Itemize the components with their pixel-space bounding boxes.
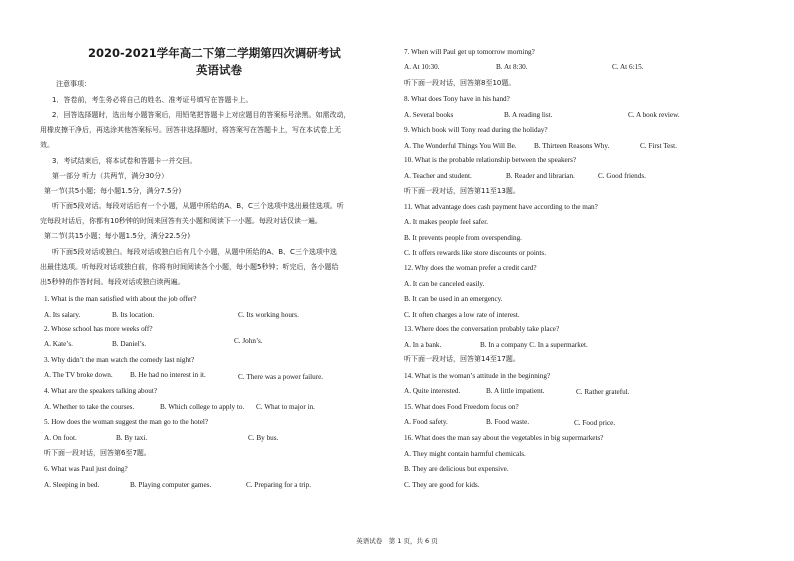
q3-option-b: B. He had no interest in it. — [130, 371, 206, 379]
q12-stem: 12. Why does the woman prefer a credit card? — [404, 264, 537, 272]
q4-option-a: A. Whether to take the courses. — [44, 403, 135, 411]
q5-option-a: A. On foot. — [44, 434, 77, 442]
q14-option-b: B. A little impatient. — [486, 387, 545, 395]
instruction-q14-17: 听下面一段对话，回答第14至17题。 — [404, 355, 520, 363]
q2-stem: 2. Whose school has more weeks off? — [44, 325, 153, 333]
note-2c: 效。 — [40, 141, 54, 149]
q1-option-c: C. Its working hours. — [238, 311, 299, 319]
q1-stem: 1. What is the man satisfied with about the job offer? — [44, 295, 197, 303]
q16-option-b: B. They are delicious but expensive. — [404, 465, 509, 473]
q2-option-b: B. Daniel’s. — [112, 340, 147, 348]
notes-heading: 注意事项： — [56, 80, 91, 88]
q14-option-c: C. Rather grateful. — [576, 388, 630, 396]
q15-option-a: A. Food safety. — [404, 418, 448, 426]
q16-option-c: C. They are good for kids. — [404, 481, 480, 489]
q13-stem: 13. Where does the conversation probably take place? — [404, 325, 560, 333]
q12-option-a: A. It can be canceled easily. — [404, 280, 485, 288]
q6-option-a: A. Sleeping in bed. — [44, 481, 100, 489]
q9-option-a: A. The Wonderful Things You Will Be. — [404, 142, 517, 150]
q15-option-b: B. Food waste. — [486, 418, 530, 426]
q6-option-c: C. Preparing for a trip. — [246, 481, 312, 489]
q10-stem: 10. What is the probable relationship between the speakers? — [404, 156, 577, 164]
exam-title-line1: 2020-2021学年高二下第二学期第四次调研考试 — [88, 46, 341, 60]
q3-option-a: A. The TV broke down. — [44, 371, 113, 379]
section2-instr-b: 出最佳选项。听每段对话或独白前，你将有时间阅读各个小题，每小题5秒钟；听完后，各小题给 — [40, 263, 339, 271]
section1-instr-b: 完每段对话后，你都有10秒钟的时间来回答有关小题和阅读下一小题。每段对话仅读一遍。 — [40, 217, 322, 225]
q13-option-a: A. In a bank. — [404, 341, 442, 349]
q8-option-c: C. A book review. — [628, 111, 680, 119]
q11-option-b: B. It prevents people from overspending. — [404, 234, 522, 242]
q3-option-c: C. There was a power failure. — [238, 373, 324, 381]
q11-option-a: A. It makes people feel safer. — [404, 218, 489, 226]
q10-option-a: A. Teacher and student. — [404, 172, 472, 180]
q14-stem: 14. What is the woman’s attitude in the beginning? — [404, 372, 551, 380]
q1-option-a: A. Its salary. — [44, 311, 81, 319]
q8-option-b: B. A reading list. — [504, 111, 553, 119]
q9-option-b: B. Thirteen Reasons Why. — [534, 142, 610, 150]
q10-option-c: C. Good friends. — [598, 172, 646, 180]
q7-stem: 7. When will Paul get up tomorrow morning? — [404, 48, 535, 56]
section2-heading: 第二节(共15小题；每小题1.5分，满分22.5分) — [44, 232, 191, 240]
section2-instr-c: 出5秒钟的作答时间。每段对话或独白读两遍。 — [40, 278, 185, 286]
q14-option-a: A. Quite interested. — [404, 387, 461, 395]
section1-heading: 第一节(共5小题；每小题1.5分，满分7.5分) — [44, 187, 182, 195]
q1-option-b: B. Its location. — [112, 311, 155, 319]
q16-stem: 16. What does the man say about the vegetables in big supermarkets? — [404, 434, 604, 442]
instruction-q6-7: 听下面一段对话，回答第6至7题。 — [44, 449, 151, 457]
q7-option-b: B. At 8:30. — [496, 63, 528, 71]
q9-stem: 9. Which book will Tony read during the holiday? — [404, 126, 548, 134]
q4-option-c: C. What to major in. — [256, 403, 315, 411]
q5-option-b: B. By taxi. — [116, 434, 148, 442]
note-2a: 2．回答选择题时，选出每小题答案后，用铅笔把答题卡上对应题目的答案标号涂黑。如需改动， — [52, 111, 351, 119]
q11-option-c: C. It offers rewards like store discounts or points. — [404, 249, 546, 257]
note-3: 3．考试结束后，将本试卷和答题卡一并交回。 — [52, 157, 197, 165]
note-2b: 用橡皮擦干净后，再选涂其他答案标号。回答非选择题时，将答案写在答题卡上，写在本试卷上无 — [40, 126, 341, 134]
q15-stem: 15. What does Food Freedom focus on? — [404, 403, 519, 411]
q5-option-c: C. By bus. — [248, 434, 279, 442]
q4-stem: 4. What are the speakers talking about? — [44, 387, 158, 395]
q11-stem: 11. What advantage does cash payment have according to the man? — [404, 203, 598, 211]
q6-option-b: B. Playing computer games. — [130, 481, 212, 489]
q4-option-b: B. Which college to apply to. — [160, 403, 245, 411]
q5-stem: 5. How does the woman suggest the man go to the hotel? — [44, 418, 209, 426]
q12-option-c: C. It often charges a low rate of interest. — [404, 311, 520, 319]
exam-title-line2: 英语试卷 — [196, 63, 242, 77]
instruction-q8-10: 听下面一段对话，回答第8至10题。 — [404, 79, 516, 87]
part1-heading: 第一部分 听力（共两节，满分30分） — [52, 172, 169, 180]
section2-instr-a: 听下面5段对话或独白。每段对话或独白后有几个小题，从题中所给的A、B、C三个选项中选 — [52, 248, 337, 256]
q10-option-b: B. Reader and librarian. — [506, 172, 575, 180]
q3-stem: 3. Why didn’t the man watch the comedy last night? — [44, 356, 195, 364]
q13-option-bc: B. In a company C. In a supermarket. — [480, 341, 588, 349]
q2-option-a: A. Kate’s. — [44, 340, 73, 348]
q2-option-c: C. John’s. — [234, 337, 263, 345]
q7-option-c: C. At 6:15. — [612, 63, 644, 71]
q9-option-c: C. First Test. — [640, 142, 677, 150]
q8-option-a: A. Several books — [404, 111, 454, 119]
q16-option-a: A. They might contain harmful chemicals. — [404, 450, 526, 458]
note-1: 1．答卷前，考生务必将自己的姓名、准考证号填写在答题卡上。 — [52, 96, 253, 104]
q8-stem: 8. What does Tony have in his hand? — [404, 95, 510, 103]
page-footer: 英语试卷 第 1 页，共 6 页 — [356, 537, 438, 545]
section1-instr-a: 听下面5段对话。每段对话后有一个小题，从题中所给的A、B、C三个选项中选出最佳选项。听 — [52, 202, 344, 210]
q6-stem: 6. What was Paul just doing? — [44, 465, 128, 473]
instruction-q11-13: 听下面一段对话，回答第11至13题。 — [404, 187, 520, 195]
q12-option-b: B. It can be used in an emergency. — [404, 295, 503, 303]
q15-option-c: C. Food price. — [574, 419, 616, 427]
q7-option-a: A. At 10:30. — [404, 63, 440, 71]
